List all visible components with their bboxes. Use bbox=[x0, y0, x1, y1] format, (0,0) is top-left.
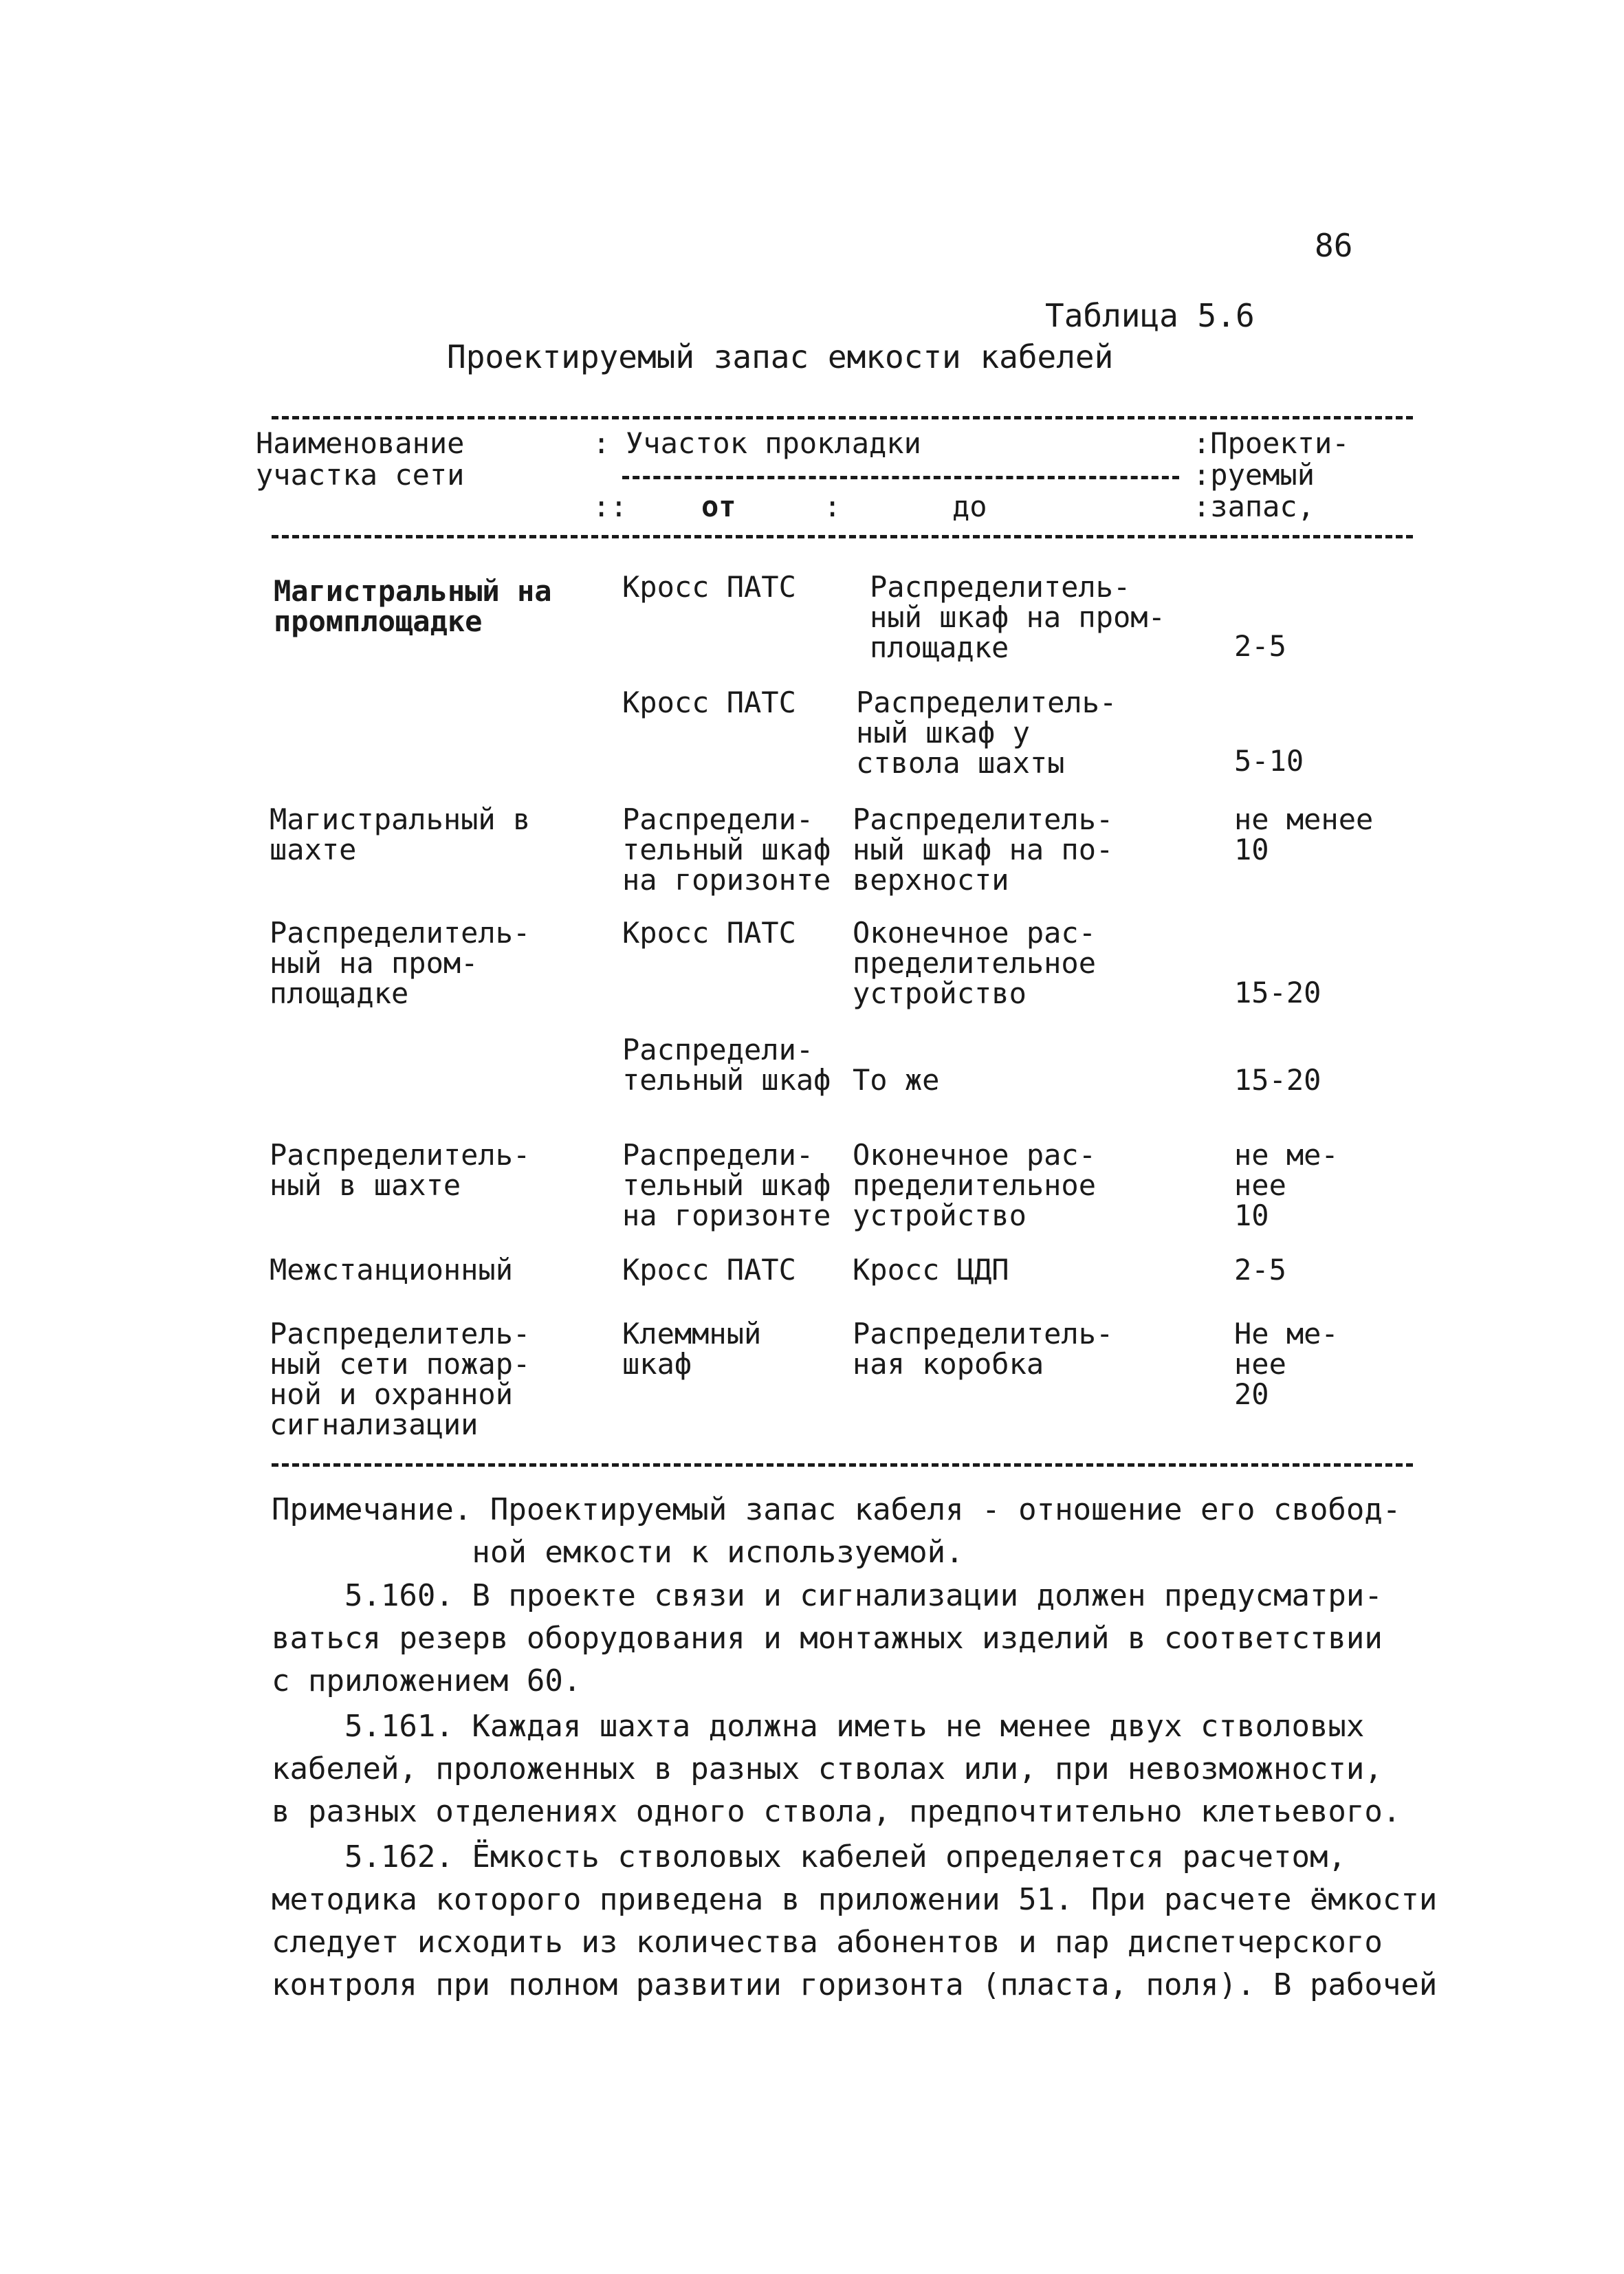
row-1-name: Магистральный на промплощадке bbox=[274, 574, 552, 638]
paragraph-5-162: 5.162. Ёмкость стволовых кабелей определяется расчетом, методика которого приведена в приложении 51. При расчете ёмкости следует исходить из количества абонентов и пар диспетчерского контроля при полном развитии горизонта (пласта, поля). В рабочей bbox=[272, 1839, 1438, 2002]
table-top-rule bbox=[272, 416, 1413, 419]
row-4-to: Оконечное рас- пределительное устройство bbox=[853, 916, 1097, 1010]
row-4-reserve: 15-20 bbox=[1234, 976, 1321, 1009]
row-5-reserve: 15-20 bbox=[1234, 1063, 1321, 1097]
row-3-name: Магистральный в шахте bbox=[270, 802, 531, 866]
row-6-reserve: не ме- нее 10 bbox=[1234, 1138, 1339, 1232]
row-2-to: Распределитель- ный шкаф у ствола шахты bbox=[856, 686, 1117, 780]
row-1-from: Кросс ПАТС bbox=[622, 570, 796, 604]
row-2-from: Кросс ПАТС bbox=[622, 686, 796, 719]
row-6-from: Распредели- тельный шкаф на горизонте bbox=[622, 1138, 831, 1232]
header-colon: : bbox=[593, 426, 611, 460]
header-reserve: :Проекти- :руемый :запас, bbox=[1193, 426, 1350, 523]
row-8-to: Распределитель- ная коробка bbox=[853, 1317, 1114, 1381]
header-sub-rule bbox=[622, 476, 1179, 479]
table-title: Проектируемый запас емкости кабелей bbox=[447, 338, 1114, 375]
paragraph-5-161: 5.161. Каждая шахта должна иметь не менее двух стволовых кабелей, проложенных в разных стволах или, при невозможности, в разных отделениях одного ствола, предпочтительно клетьевого. bbox=[272, 1709, 1401, 1829]
header-bottom-rule bbox=[272, 535, 1413, 538]
row-6-to: Оконечное рас- пределительное устройство bbox=[853, 1138, 1097, 1232]
row-3-reserve: не менее 10 bbox=[1234, 802, 1374, 866]
header-from: от bbox=[701, 490, 736, 523]
table-bottom-rule bbox=[272, 1463, 1413, 1467]
row-5-from: Распредели- тельный шкаф bbox=[622, 1033, 831, 1097]
row-7-reserve: 2-5 bbox=[1234, 1253, 1286, 1287]
row-1-reserve: 2-5 bbox=[1234, 629, 1286, 663]
header-section-name: Наименование участка сети bbox=[256, 426, 465, 492]
table-note: Примечание. Проектируемый запас кабеля - отношение его свобод- ной емкости к используемой. bbox=[272, 1492, 1401, 1570]
row-8-from: Клеммный шкаф bbox=[622, 1317, 762, 1381]
row-3-to: Распределитель- ный шкаф на по- верхности bbox=[853, 802, 1114, 897]
row-6-name: Распределитель- ный в шахте bbox=[270, 1138, 531, 1202]
row-4-name: Распределитель- ный на пром- площадке bbox=[270, 916, 531, 1010]
header-to: до bbox=[952, 490, 987, 523]
table-number: Таблица 5.6 bbox=[1045, 297, 1255, 334]
header-sub-colon2: : bbox=[824, 490, 842, 523]
row-4-from: Кросс ПАТС bbox=[622, 916, 796, 950]
row-7-to: Кросс ЦДП bbox=[853, 1253, 1009, 1287]
row-7-from: Кросс ПАТС bbox=[622, 1253, 796, 1287]
row-3-from: Распредели- тельный шкаф на горизонте bbox=[622, 802, 831, 897]
row-2-reserve: 5-10 bbox=[1234, 744, 1304, 778]
row-8-reserve: Не ме- нее 20 bbox=[1234, 1317, 1339, 1411]
row-8-name: Распределитель- ный сети пожар- ной и охранной сигнализации bbox=[270, 1317, 531, 1441]
header-route: Участок прокладки bbox=[626, 426, 921, 460]
paragraph-5-160: 5.160. В проекте связи и сигнализации должен предусматри- ваться резерв оборудования и монтажных изделий в соответствии с приложением 60. bbox=[272, 1578, 1383, 1698]
row-5-to: То же bbox=[853, 1063, 940, 1097]
row-1-to: Распределитель- ный шкаф на пром- площадке bbox=[870, 570, 1165, 664]
header-sub-colon: :: bbox=[593, 490, 628, 523]
page-number: 86 bbox=[1315, 227, 1353, 264]
row-7-name: Межстанционный bbox=[270, 1253, 514, 1287]
